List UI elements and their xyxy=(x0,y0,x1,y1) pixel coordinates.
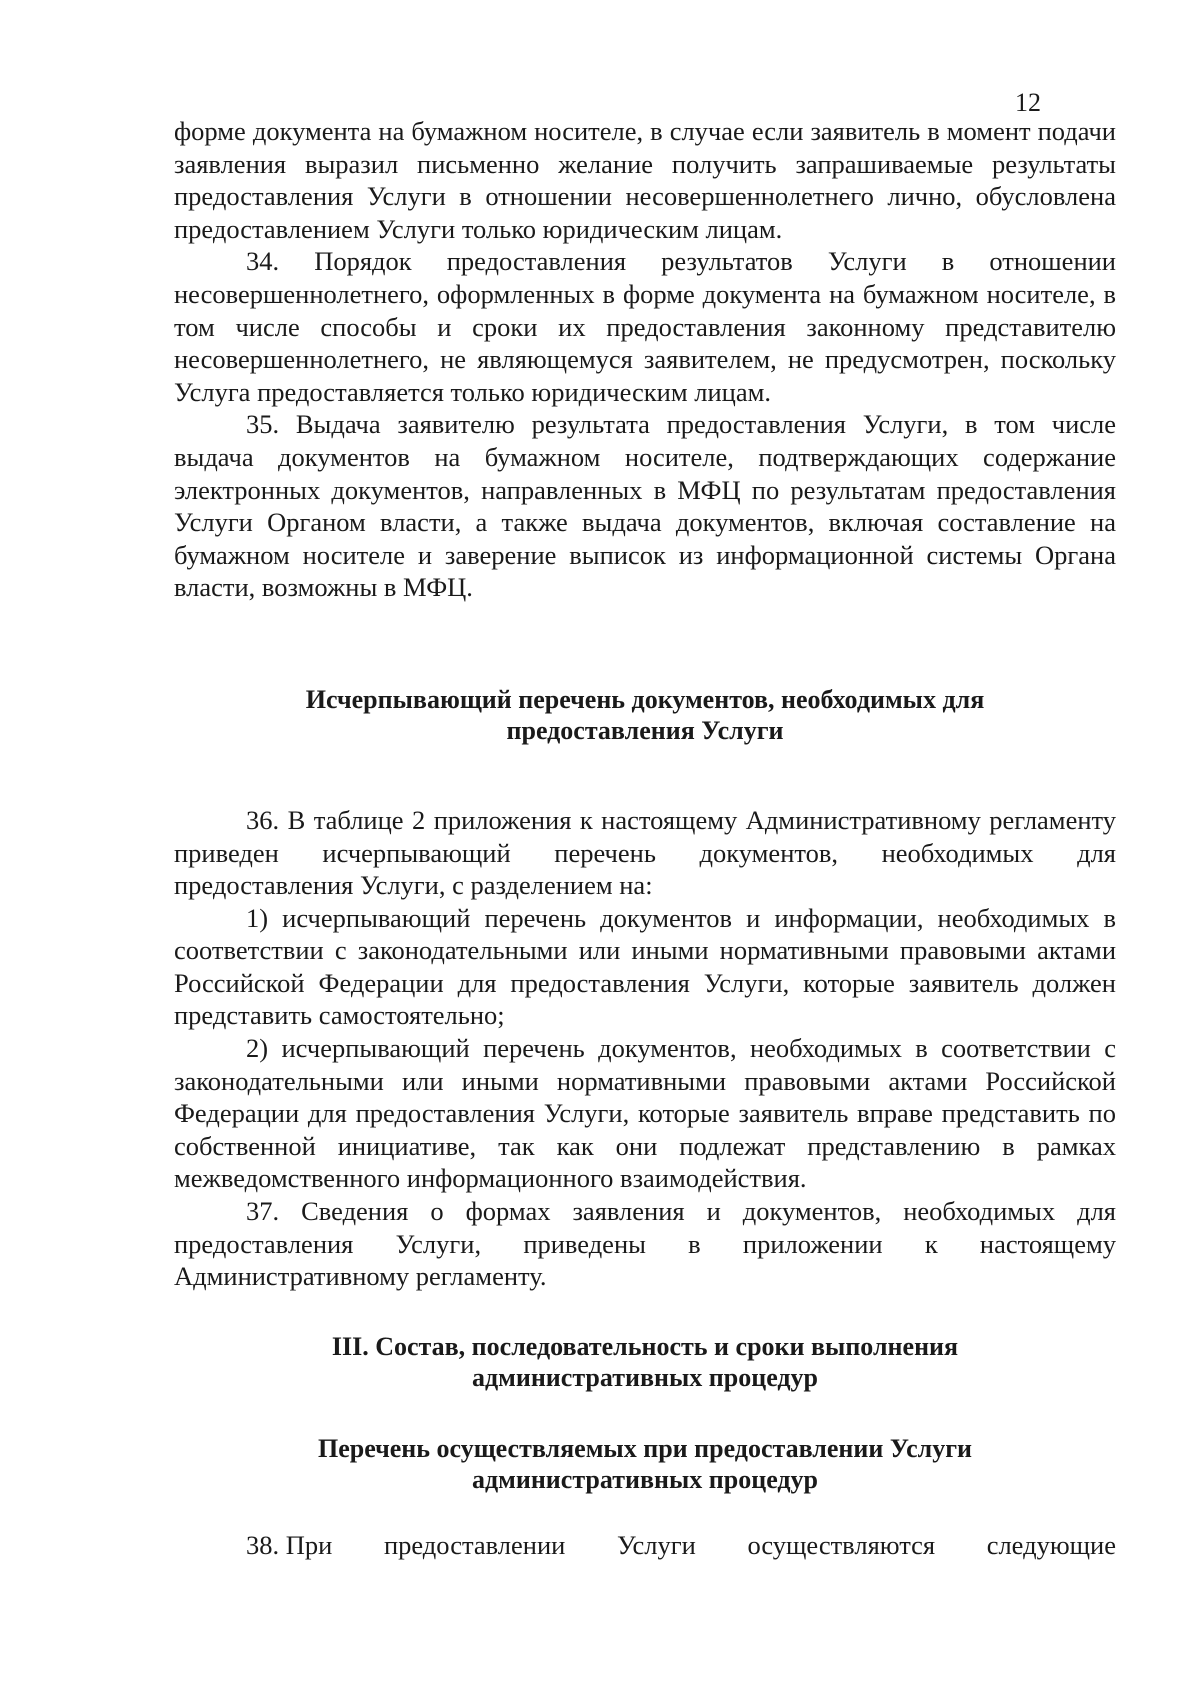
paragraph-36-item-2: 2) исчерпывающий перечень документов, необходимых в соответствии с законодательными или иными нормативными правовыми актами Российской Федерации для предоставления Услуги, которые заявитель вправе представить по собственной инициативе, так как они подлежат представлению в рамках межведомственного информационного взаимодействия. xyxy=(174,1033,1116,1194)
paragraph-37: 37. Сведения о формах заявления и документов, необходимых для предоставления Услуги, приведены в приложении к настоящему Административному регламенту. xyxy=(174,1196,1116,1292)
heading-line: предоставления Услуги xyxy=(506,715,784,745)
heading-line: административных процедур xyxy=(471,1362,819,1392)
heading-section-3 xyxy=(174,1331,1116,1393)
word: осуществляются xyxy=(747,1529,936,1560)
paragraph-36: 36. В таблице 2 приложения к настоящему Административному регламенту приведен исчерпывающий перечень документов, необходимых для предоставления Услуги, с разделением на: xyxy=(174,804,1116,901)
page-number: 12 xyxy=(1015,88,1041,117)
paragraph-continuation: форме документа на бумажном носителе, в случае если заявитель в момент подачи заявления выразил письменно желание получить запрашиваемые результаты предоставления Услуги в отношении несовершеннолетнего лично, обусловлена предоставлением Услуги только юридическим лицам. xyxy=(174,116,1116,244)
heading-line: Перечень осуществляемых при предоставлении Услуги xyxy=(317,1433,973,1463)
word: 38. При xyxy=(246,1529,333,1560)
heading-line: административных процедур xyxy=(471,1464,819,1494)
word: предоставлении xyxy=(383,1529,566,1560)
word: следующие xyxy=(986,1529,1116,1560)
document-body xyxy=(174,115,1116,1561)
heading-line: Исчерпывающий перечень документов, необходимых для xyxy=(305,684,985,714)
paragraph-35: 35. Выдача заявителю результата предоставления Услуги, в том числе выдача документов на бумажном носителе, подтверждающих содержание электронных документов, направленных в МФЦ по результатам предоставления Услуги Органом власти, а также выдача документов, включая составление на бумажном носителе и заверение выписок из информационной системы Органа власти, возможны в МФЦ. xyxy=(174,409,1116,603)
heading-procedures-list xyxy=(174,1433,1116,1495)
paragraph-38-first-line xyxy=(174,1529,1116,1562)
word: Услуги xyxy=(616,1529,696,1560)
paragraph-36-item-1: 1) исчерпывающий перечень документов и информации, необходимых в соответствии с законодательными или иными нормативными правовыми актами Российской Федерации для предоставления Услуги, которые заявитель должен представить самостоятельно; xyxy=(174,902,1116,1031)
paragraph-34: 34. Порядок предоставления результатов Услуги в отношении несовершеннолетнего, оформленных в форме документа на бумажном носителе, в том числе способы и сроки их предоставления законному представителю несовершеннолетнего, не являющемуся заявителем, не предусмотрен, поскольку Услуга предоставляется только юридическим лицам. xyxy=(174,246,1116,407)
heading-documents-list xyxy=(174,684,1116,746)
heading-line: III. Состав, последовательность и сроки выполнения xyxy=(331,1331,959,1361)
